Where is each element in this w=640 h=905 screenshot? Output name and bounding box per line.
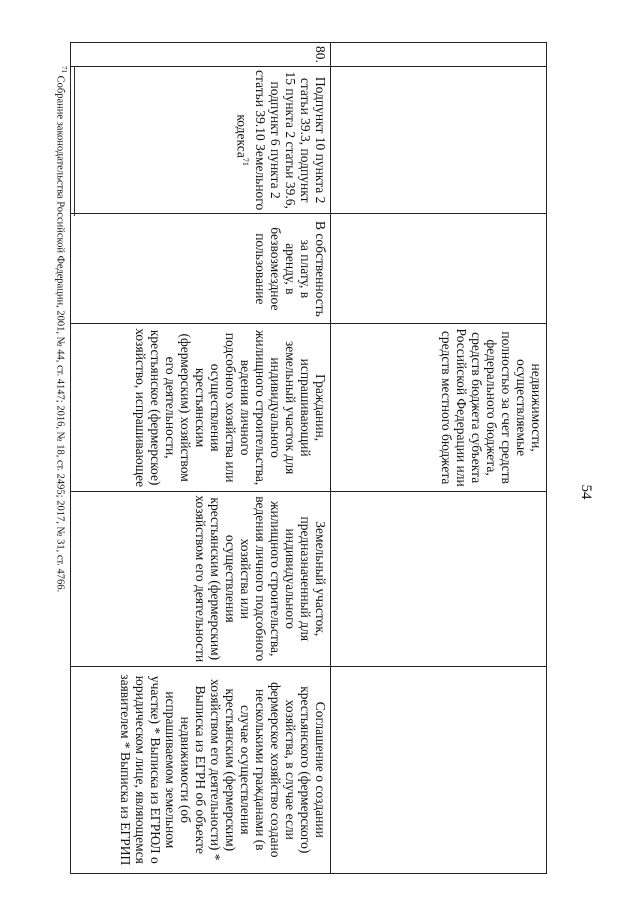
table-cell: [331, 491, 547, 666]
applicant-cell: Гражданин, испрашивающий земельный участок для индивидуального жилищного строительства, ведения личного подсобного хозяйства или осуществления крестьянским (фермерским) хозяйством его деятельности, крестьянское (фермерское) хозяйство, испрашивающее: [71, 324, 331, 492]
table-cell: [331, 66, 547, 214]
legal-basis-cell: [71, 66, 331, 214]
land-plots-table: [70, 42, 547, 874]
table-cell: [331, 214, 547, 324]
page-number: 54: [578, 484, 594, 500]
table-cell: [331, 666, 547, 873]
table-row: [331, 43, 547, 874]
row-number: 80.: [71, 43, 331, 67]
documents-cell: Соглашение о создании крестьянского (фермерского) хозяйства, в случае если фермерское хозяйство создано несколькими гражданами (в случае осуществления крестьянским (фермерским) хозяйством его деятельности) * Выписка из ЕГРН об объекте недвижимости (об испрашиваемом земельном участке) * Выписка из ЕГРЮЛ о юридическом лице, являющемся заявителем * Выписка из ЕГРИП: [71, 666, 331, 873]
footnote: [55, 66, 69, 592]
land-plot-cell: Земельный участок, предназначенный для индивидуального жилищного строительства, ведения личного подсобного хозяйства или осуществления крестьянским (фермерским) хозяйством его деятельности: [71, 491, 331, 666]
right-type-cell: В собственность за плату, в аренду, в безвозмездное пользование: [71, 214, 331, 324]
table-cell: недвижимости, осуществляемые полностью за счет средств федерального бюджета, средств бюджета субъекта Российской Федерации или средств местного бюджета: [331, 324, 547, 492]
footnote-ref: 71: [241, 157, 250, 166]
legal-basis-text: Подпункт 10 пункта 2 статьи 39.3, подпункт 15 пункта 2 статьи 39.6, подпункт 6 пункта 2 статьи 39.10 Земельного кодекса: [234, 70, 328, 211]
footnote-divider: [74, 66, 75, 216]
footnote-marker: 71: [60, 66, 68, 73]
footnote-text: Собрание законодательства Российской Федерации, 2001, № 44, ст. 4147; 2016, № 18, ст. 2495; 2017, № 31, ст. 4766.: [54, 75, 66, 593]
table-cell: [331, 43, 547, 67]
table-row: [71, 43, 331, 874]
